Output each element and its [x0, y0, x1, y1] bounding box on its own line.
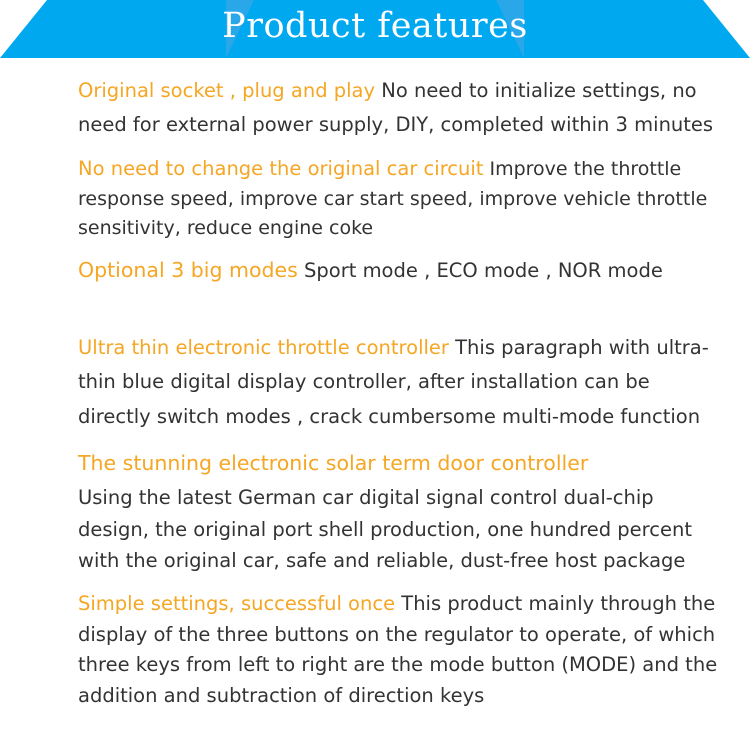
page-header-banner	[0, 0, 750, 58]
feature-highlight: Ultra thin electronic throttle controller	[78, 335, 449, 359]
feature-highlight: The stunning electronic solar term door controller	[78, 450, 589, 475]
feature-highlight: Original socket , plug and play	[78, 79, 376, 102]
feature-body: No need to initialize settings, no need for external power supply, DIY, completed within 3 minutes	[78, 79, 714, 137]
feature-item	[0, 254, 750, 287]
feature-item	[0, 154, 750, 243]
feature-item	[0, 331, 750, 435]
feature-item	[0, 74, 750, 142]
feature-body: This product mainly through the display of the three buttons on the regulator to operate, of which three keys from left to right are the mode button (MODE) and the addition and subtraction of direction keys	[78, 591, 718, 708]
page-title: Product features	[222, 6, 528, 46]
feature-body: Sport mode , ECO mode , NOR mode	[304, 258, 663, 282]
feature-item	[0, 589, 750, 712]
feature-highlight: Optional 3 big modes	[78, 257, 298, 282]
feature-highlight: No need to change the original car circuit	[78, 157, 484, 181]
feature-body: This paragraph with ultra-thin blue digital display controller, after installation can be directly switch modes , crack cumbersome multi-mode function	[78, 335, 709, 429]
feature-body: Using the latest German car digital signal control dual-chip design, the original port shell production, one hundred percent with the original car, safe and reliable, dust-free host package	[78, 486, 692, 573]
feature-body: Improve the throttle response speed, improve car start speed, improve vehicle throttle sensitivity, reduce engine coke	[78, 158, 708, 240]
feature-highlight: Simple settings, successful once	[78, 591, 396, 615]
features-list	[0, 58, 750, 712]
feature-item	[0, 447, 750, 577]
